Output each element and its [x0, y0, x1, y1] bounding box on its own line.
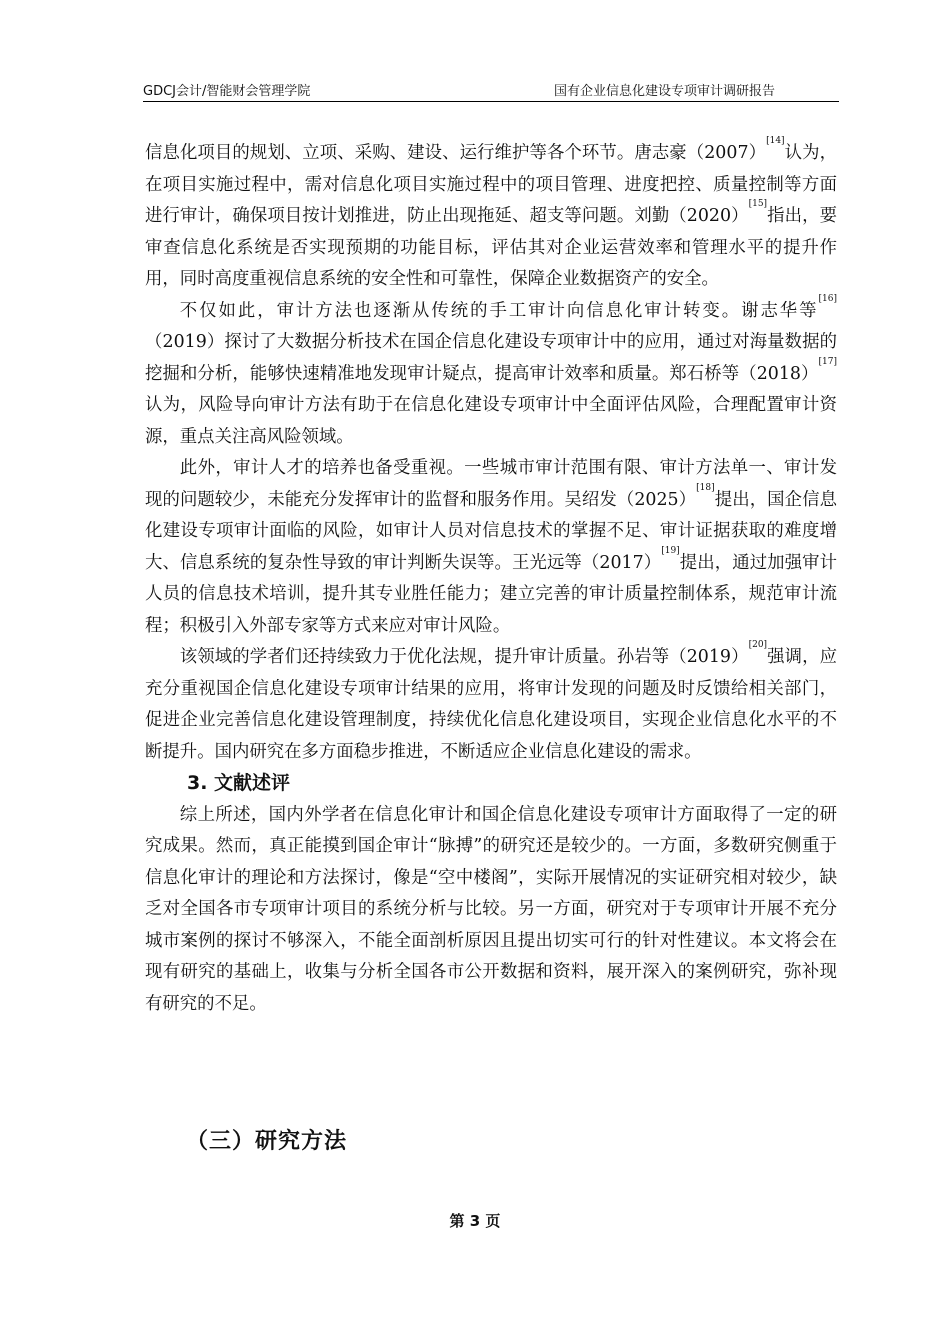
section-heading-research-methods: （三）研究方法: [186, 1129, 348, 1154]
page-body: [145, 138, 837, 1020]
citation-ref: [19]: [661, 545, 680, 556]
paragraph-text: 提出，通过加强审计人员的信息技术培训，提升其专业胜任能力；建立完善的审计质量控制体系，规范审计流程；积极引入外部专家等方式来应对审计风险。: [145, 552, 837, 636]
paragraph: [145, 642, 837, 768]
paragraph-text: 认为，在项目实施过程中，需对信息化项目实施过程中的项目管理、进度把控、质量控制等方面进行审计，确保项目按计划推进，防止出现拖延、超支等问题。刘勤（2020）: [145, 143, 837, 226]
page-header: [143, 78, 839, 100]
paragraph-text: 认为，风险导向审计方法有助于在信息化建设专项审计中全面评估风险，合理配置审计资源，重点关注高风险领域。: [145, 395, 837, 447]
paragraph-text: 提出，国企信息化建设专项审计面临的风险，如审计人员对信息技术的掌握不足、审计证据获取的难度增大、信息系统的复杂性导致的审计判断失误等。王光远等（2017）: [145, 489, 837, 573]
paragraph-continuation: [145, 138, 837, 296]
citation-ref: [16]: [818, 293, 837, 304]
citation-ref: [17]: [818, 356, 837, 367]
paragraph-text: 不仅如此，审计方法也逐渐从传统的手工审计向信息化审计转变。谢志华等: [179, 300, 819, 321]
header-left-text: GDCJ会计/智能财会管理学院: [143, 84, 311, 99]
citation-ref: [14]: [766, 136, 785, 146]
citation-ref: [20]: [748, 640, 768, 650]
paragraph-text: 此外，审计人才的培养也备受重视。一些城市审计范围有限、审计方法单一、审计发现的问题较少，未能充分发挥审计的监督和服务作用。吴绍发（2025）: [145, 458, 837, 510]
paragraph-text: 信息化项目的规划、立项、采购、建设、运行维护等各个环节。唐志豪（2007）: [145, 143, 767, 163]
paragraph-text: 该领域的学者们还持续致力于优化法规，提升审计质量。孙岩等（2019）: [179, 647, 749, 667]
header-divider: [143, 101, 839, 102]
paragraph: [145, 453, 837, 642]
sub-heading-literature-review: 3. 文献述评: [187, 772, 291, 794]
citation-ref: [15]: [748, 199, 768, 209]
header-right-text: 国有企业信息化建设专项审计调研报告: [553, 84, 775, 99]
paragraph-text: 指出，要审查信息化系统是否实现预期的功能目标，评估其对企业运营效率和管理水平的提升作用，同时高度重视信息系统的安全性和可靠性，保障企业数据资产的安全。: [145, 206, 837, 289]
page-number: 第 3 页: [449, 1212, 501, 1230]
paragraph: [145, 293, 837, 454]
paragraph-text: （2019）探讨了大数据分析技术在国企信息化建设专项审计中的应用，通过对海量数据的挖掘和分析，能够快速精准地发现审计疑点，提高审计效率和质量。郑石桥等（2018）: [145, 332, 837, 384]
citation-ref: [18]: [696, 482, 715, 493]
paragraph-text: 强调，应充分重视国企信息化建设专项审计结果的应用，将审计发现的问题及时反馈给相关部门，促进企业完善信息化建设管理制度，持续优化信息化建设项目，实现企业信息化水平的不断提升。国内研究在多方面稳步推进，不断适应企业信息化建设的需求。: [145, 647, 837, 762]
paragraph: 综上所述，国内外学者在信息化审计和国企信息化建设专项审计方面取得了一定的研究成果。然而，真正能摸到国企审计“脉搏”的研究还是较少的。一方面，多数研究侧重于信息化审计的理论和方法探讨，像是“空中楼阁”，实际开展情况的实证研究相对较少，缺乏对全国各市专项审计项目的系统分析与比较。另一方面，研究对于专项审计开展不充分城市案例的探讨不够深入，不能全面剖析原因且提出切实可行的针对性建议。本文将会在现有研究的基础上，收集与分析全国各市公开数据和资料，展开深入的案例研究，弥补现有研究的不足。: [145, 804, 837, 1014]
